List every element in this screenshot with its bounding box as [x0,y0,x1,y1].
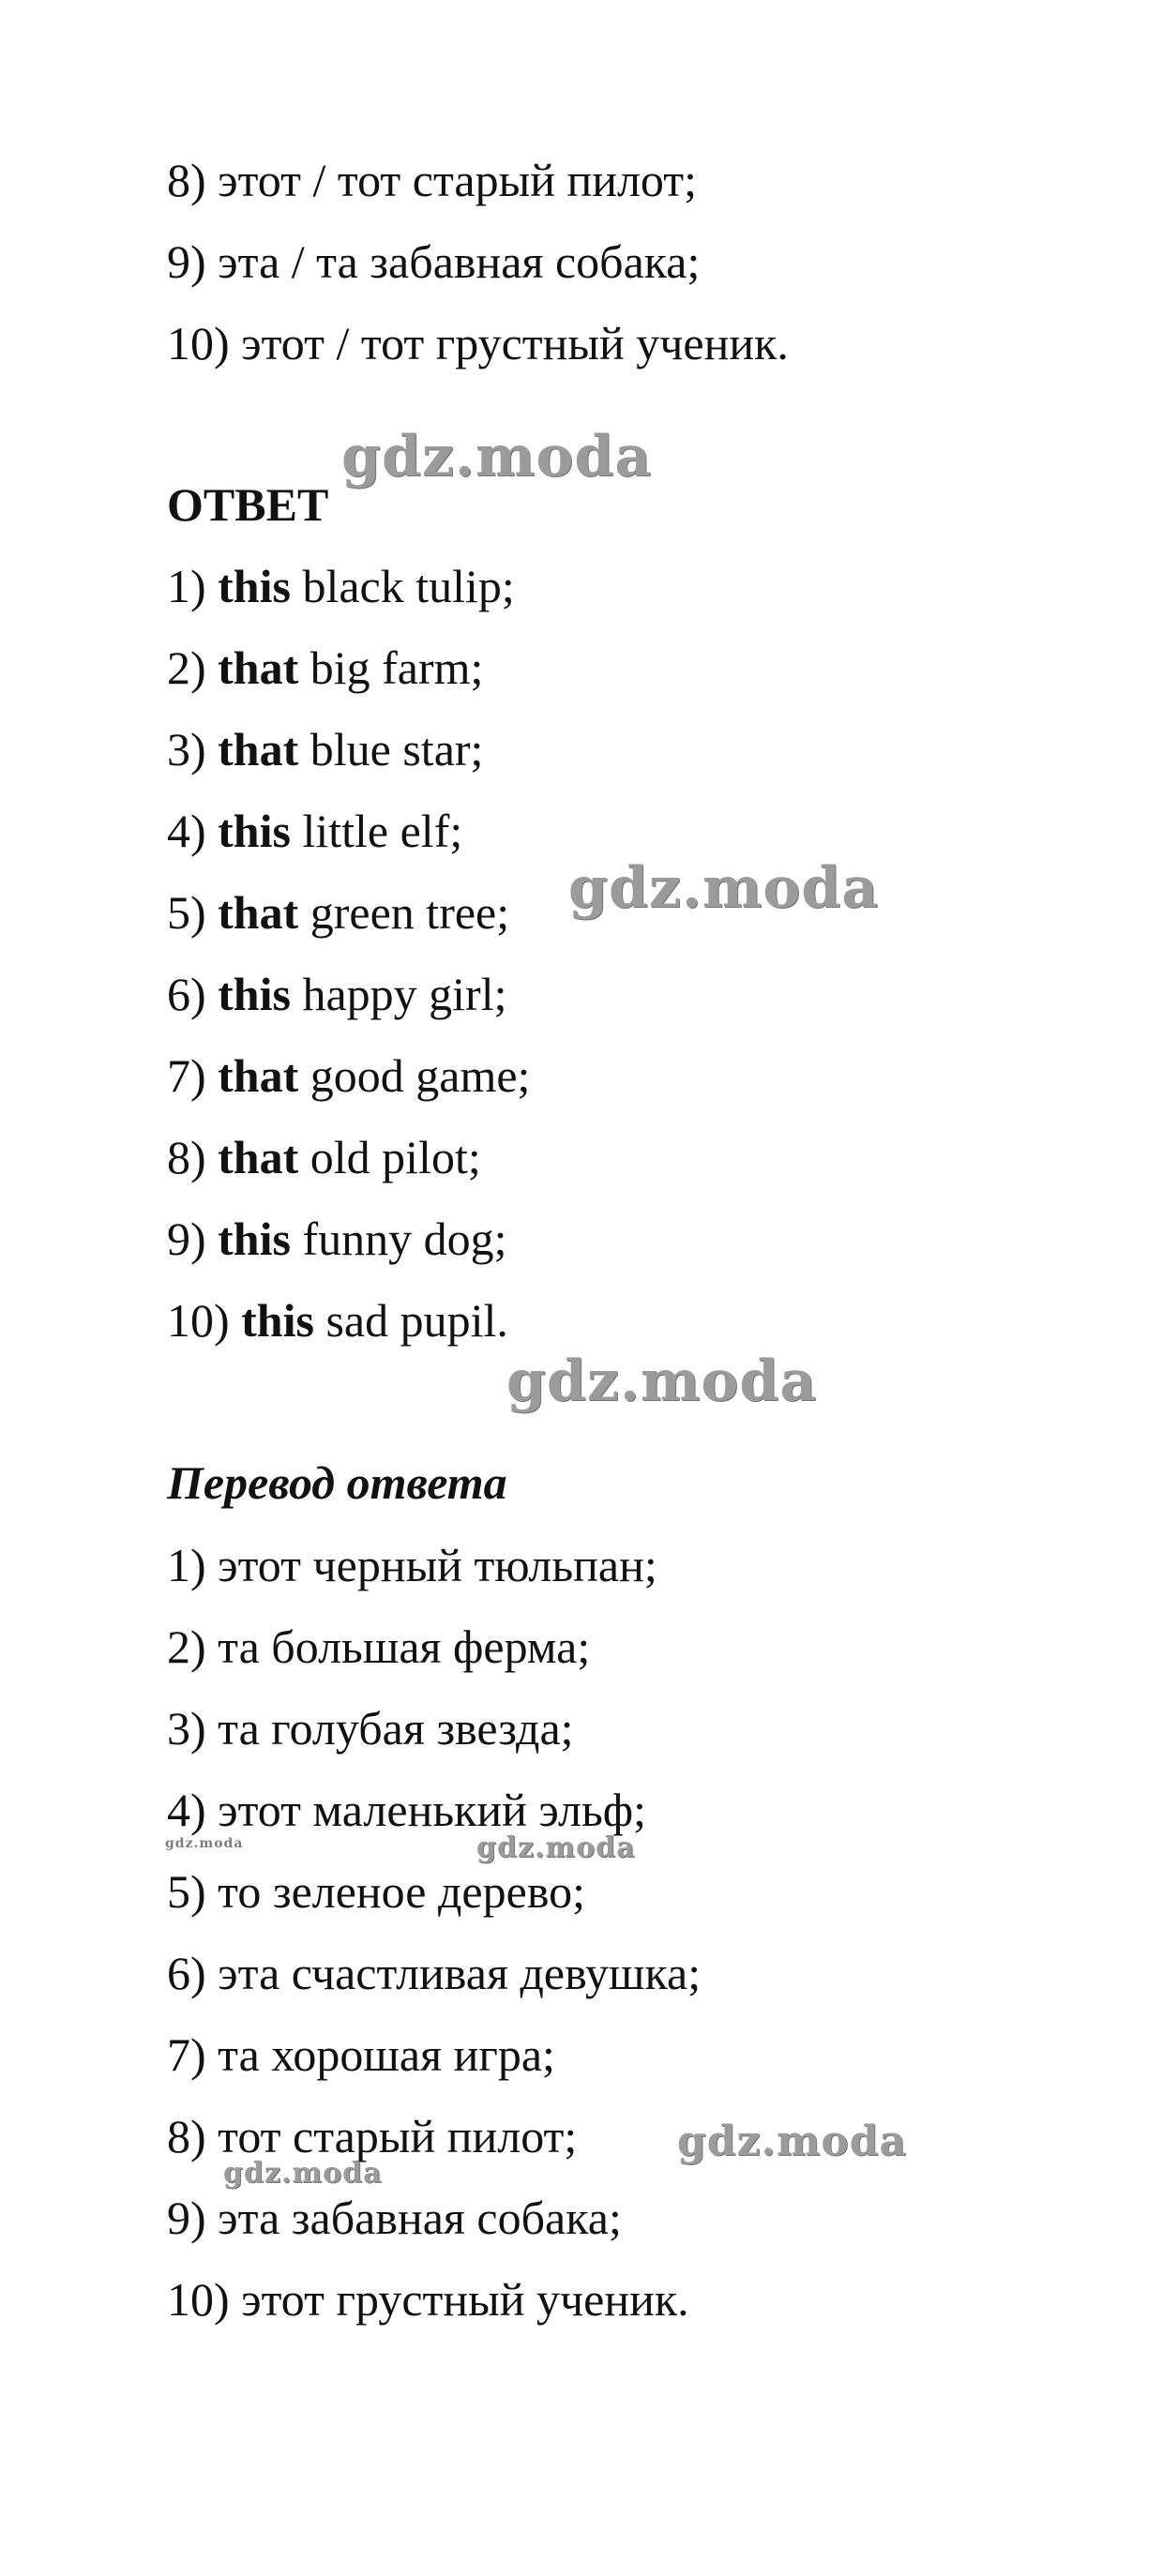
item-phrase: old pilot; [309,1131,481,1183]
item-phrase: big farm; [309,641,484,694]
answer-item [167,966,507,1022]
answer-item [167,1211,507,1267]
watermark: gdz.moda [223,2157,383,2190]
item-number: 4) [167,805,206,857]
watermark: gdz.moda [476,1831,636,1864]
watermark: gdz.moda [677,2117,908,2165]
item-pronoun: this [241,1294,314,1347]
answer-item [167,1047,530,1104]
item-phrase: happy girl; [302,968,507,1020]
item-number: 7) [167,1049,206,1102]
item-phrase: little elf; [302,805,463,857]
answer-item [167,803,462,859]
item-phrase: green tree; [309,886,510,939]
item-phrase: blue star; [309,723,484,776]
item-pronoun: that [218,641,299,694]
translation-item: 10) этот грустный ученик. [167,2273,689,2326]
item-pronoun: this [218,560,291,612]
translation-item: 8) тот старый пилот; [167,2110,578,2162]
item-phrase: funny dog; [302,1213,507,1265]
answer-heading: ОТВЕТ [167,478,329,531]
translation-item: 6) эта счастливая девушка; [167,1947,702,1999]
item-phrase: good game; [309,1049,531,1102]
answer-item [167,1292,508,1348]
item-number: 6) [167,968,206,1020]
answer-item [167,558,515,614]
item-number: 5) [167,886,206,939]
item-pronoun: this [218,1213,291,1265]
translation-item: 4) этот маленький эльф; [167,1784,647,1836]
item-pronoun: that [218,886,299,939]
item-pronoun: that [218,723,299,776]
watermark: gdz.moda [568,855,880,921]
translation-item: 9) эта забавная собака; [167,2192,622,2244]
item-phrase: sad pupil. [325,1294,508,1347]
item-phrase: black tulip; [302,560,515,612]
translation-item: 7) та хорошая игра; [167,2028,555,2081]
item-number: 2) [167,641,206,694]
watermark: gdz.moda [165,1836,244,1851]
item-pronoun: that [218,1049,299,1102]
item-number: 3) [167,723,206,776]
item-pronoun: this [218,805,291,857]
task-line: 10) этот / тот грустный ученик. [167,317,789,369]
translation-item: 5) то зеленое дерево; [167,1865,585,1918]
watermark: gdz.moda [506,1348,818,1414]
translation-item: 2) та большая ферма; [167,1620,591,1673]
item-number: 1) [167,560,206,612]
task-line: 8) этот / тот старый пилот; [167,154,698,206]
translation-heading: Перевод ответа [167,1456,507,1509]
answer-item [167,721,483,777]
item-number: 8) [167,1131,206,1183]
item-number: 10) [167,1294,230,1347]
translation-item: 3) та голубая звезда; [167,1702,574,1755]
item-number: 9) [167,1213,206,1265]
item-pronoun: this [218,968,291,1020]
watermark: gdz.moda [341,424,653,490]
task-line: 9) эта / та забавная собака; [167,235,701,288]
translation-item: 1) этот черный тюльпан; [167,1539,657,1591]
answer-item [167,1129,481,1185]
item-pronoun: that [218,1131,299,1183]
answer-item [167,884,509,941]
answer-item [167,640,483,696]
